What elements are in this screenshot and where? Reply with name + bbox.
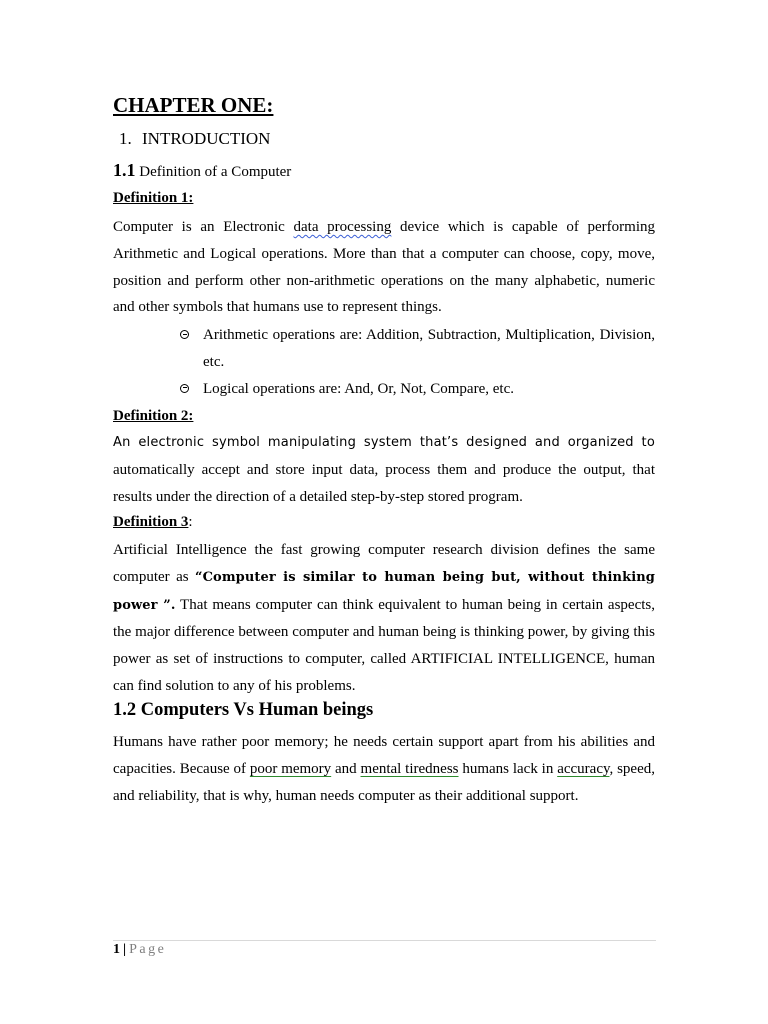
section-1-1-heading	[113, 160, 291, 181]
definition-3-heading: Definition 3	[113, 514, 189, 530]
definition-2-heading: Definition 2:	[113, 408, 194, 424]
section-1-2-text-a: Humans have rather poor memory; he needs certain support apart from his abilities and capacities. Because of	[113, 734, 655, 777]
definition-1-bullet-list	[180, 322, 655, 402]
footer-separator: |	[123, 942, 127, 957]
definition-3-quote: “Computer is similar to human being but, without thinking power ”.	[113, 569, 655, 613]
section-1-2-text-d: , speed, and reliability, that is why, human needs computer as their additional support.	[113, 760, 655, 804]
section-1-2-paragraph	[113, 729, 655, 809]
chapter-title: CHAPTER ONE:	[113, 93, 274, 117]
spelling-flagged-text[interactable]: data processing	[293, 219, 392, 235]
introduction-heading	[119, 129, 270, 149]
grammar-flagged-text[interactable]: mental tiredness	[360, 760, 459, 777]
bullet-icon	[180, 330, 189, 339]
page-number: 1	[113, 942, 120, 957]
section-1-1-title: Definition of a Computer	[139, 164, 292, 180]
grammar-flagged-text[interactable]: accuracy	[557, 760, 610, 777]
definition-2-text-end: automatically accept and store input data, process them and produce the output, that results under the direction of a detailed step-by-step stored program.	[113, 461, 655, 505]
section-1-2-text-b: and	[331, 760, 361, 777]
definition-3-text-start: Artificial Intelligence the fast growing computer research division defines the same computer as	[113, 542, 655, 585]
definition-3-heading-colon: :	[188, 514, 193, 530]
introduction-title: INTRODUCTION	[142, 129, 271, 148]
grammar-flagged-text[interactable]: poor memory	[249, 760, 332, 777]
bullet-text-arithmetic: Arithmetic operations are: Addition, Subtraction, Multiplication, Division, etc.	[203, 327, 655, 370]
bullet-icon	[180, 384, 189, 393]
list-item	[180, 322, 655, 376]
section-1-2-text-c: humans lack in	[458, 760, 558, 777]
definition-1-paragraph	[113, 214, 655, 321]
definition-3-heading-line	[113, 514, 193, 531]
list-item	[180, 376, 655, 403]
definition-1-text-start: Computer is an Electronic	[113, 219, 294, 235]
definition-1-heading: Definition 1:	[113, 190, 194, 206]
bullet-text-logical: Logical operations are: And, Or, Not, Compare, etc.	[203, 380, 514, 397]
footer-divider	[113, 940, 656, 941]
introduction-number: 1.	[119, 129, 132, 148]
page-footer	[113, 942, 166, 958]
section-1-2-heading: 1.2 Computers Vs Human beings	[113, 700, 374, 720]
definition-3-paragraph	[113, 537, 655, 700]
definition-3-text-end: That means computer can think equivalent to human being in certain aspects, the major difference between computer and human being is thinking power, by giving this power as set of instructions to computer, called ARTIFICIAL INTELLIGENCE, human can find solution to any of his problems.	[113, 596, 655, 694]
definition-2-paragraph	[113, 430, 655, 510]
definition-2-text-start: An electronic symbol manipulating system that’s designed and organized to	[113, 435, 655, 450]
page-label: Page	[129, 942, 167, 957]
section-1-1-number: 1.1	[113, 160, 136, 180]
definition-1-text-end: device which is capable of performing Arithmetic and Logical operations. More than that a computer can choose, copy, move, position and perform other non-arithmetic operations on the many alphabetic, numeric and other symbols that humans use to represent things.	[113, 219, 656, 316]
